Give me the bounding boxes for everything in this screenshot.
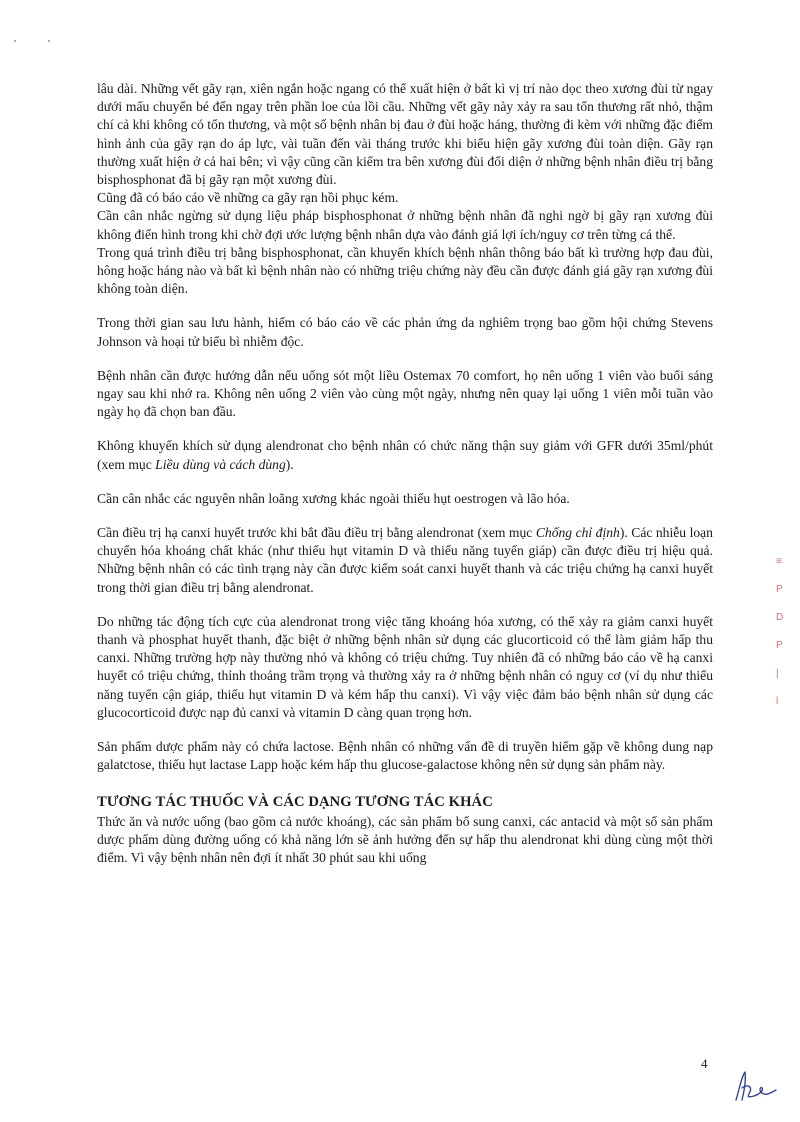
stamp-fragment: P (776, 640, 783, 651)
paragraph-skin-reactions: Trong thời gian sau lưu hành, hiếm có báo cáo về các phản ứng da nghiêm trọng bao gồm hội chứng Stevens Johnson và hoại tử biểu bì nhiễm độc. (97, 315, 713, 349)
paragraph-fracture-details: lâu dài. Những vết gãy rạn, xiên ngắn hoặc ngang có thể xuất hiện ở bất kì vị trí nào dọc theo xương đùi từ ngay dưới mấu chuyển bé đến ngay trên phần loe của lồi cầu. Những vết gãy này xảy ra sau tổn thương rất nhỏ, thậm chí cả khi không có tổn thương, và một số bệnh nhân bị đau ở đùi hoặc háng, thường đi kèm với những đặc điểm hình ảnh của gãy rạn do áp lực, vài tuần đến vài tháng trước khi biểu hiện gãy xương đùi toàn diện. Gãy rạn thường xuất hiện ở cả hai bên; vì vậy cũng cần kiểm tra bên xương đùi đối diện ở những bệnh nhân điều trị bằng bisphosphonat đã bị gãy rạn một xương đùi. (97, 81, 713, 188)
renal-text-end: ). (285, 456, 294, 472)
paragraph-missed-dose: Bệnh nhân cần được hướng dẫn nếu uống sót một liều Ostemax 70 comfort, họ nên uống 1 viên vào buổi sáng ngay sau khi nhớ ra. Không nên uống 2 viên vào cùng một ngày, nhưng nên quay lại uống 1 viên mỗi tuần vào ngày họ đã chọn ban đầu. (97, 367, 713, 420)
stamp-fragment: l (776, 696, 779, 707)
paragraph-mineralization: Do những tác động tích cực của alendronat trong việc tăng khoáng hóa xương, có thể xảy ra giảm canxi huyết thanh và phosphat huyết thanh, đặc biệt ở những bệnh nhân sử dụng các glucorticoid có thể làm giảm hấp thu canxi. Những trường hợp này thường nhỏ và không có triệu chứng. Tuy nhiên đã có những báo cáo về hạ canxi huyết có triệu chứng, thỉnh thoảng trầm trọng và thường xảy ra ở những bệnh nhân có nguy cơ (ví dụ như thiểu năng tuyến cận giáp, thiếu hụt vitamin D và kém hấp thu canxi). Vì vậy việc đảm bảo bệnh nhân sử dụng các glucocorticoid được nạp đủ canxi và vitamin D càng quan trọng hơn. (97, 613, 713, 720)
paragraph-renal (97, 437, 713, 473)
signature-mark (728, 1066, 780, 1106)
paragraph-hypocalcemia (97, 524, 713, 597)
stamp-fragment: D (776, 612, 784, 623)
hypocalcemia-reference: Chống chỉ định (535, 525, 620, 541)
stamp-fragment: P (776, 584, 783, 595)
stamp-fragment: ≡ (776, 556, 782, 567)
paragraph-poor-healing: Cũng đã có báo cáo về những ca gãy rạn hồi phục kém. (97, 190, 399, 206)
document-body (97, 80, 713, 867)
paragraph-food-interactions: Thức ăn và nước uống (bao gồm cả nước khoáng), các sản phẩm bổ sung canxi, các antacid và một số sản phẩm dược phẩm dùng đường uống có khả năng lớn sẽ ảnh hưởng đến sự hấp thu alendronat khi dùng cùng một thời điểm. Vì vậy bệnh nhân nên đợi ít nhất 30 phút sau khi uống (97, 813, 713, 865)
paragraph-discontinue: Cần cân nhắc ngừng sử dụng liệu pháp bisphosphonat ở những bệnh nhân đã nghi ngờ bị gãy rạn xương đùi không điển hình trong khi chờ đợi ước lượng bệnh nhân dựa vào đánh giá lợi ích/nguy cơ trên từng cá thể. (97, 208, 713, 242)
stamp-marks (776, 548, 783, 716)
scan-speck (14, 40, 16, 42)
paragraph-other-causes: Cần cân nhắc các nguyên nhân loãng xương khác ngoài thiếu hụt oestrogen và lão hóa. (97, 490, 570, 506)
section-heading-interactions: TƯƠNG TÁC THUỐC VÀ CÁC DẠNG TƯƠNG TÁC KHÁC (97, 793, 493, 810)
hypocalcemia-text-end: ). Các nhiễu loạn chuyển hóa khoáng chất khác (như thiếu hụt vitamin D và thiểu năng tuyến giáp) cần được điều trị hiệu quả. Những bệnh nhân có các tình trạng này cần được kiểm soát canxi huyết thanh và các triệu chứng hạ canxi huyết trong thời gian điều trị bằng alendronat. (97, 525, 713, 595)
paragraph-report-pain: Trong quá trình điều trị bằng bisphosphonat, cần khuyến khích bệnh nhân thông báo bất kì trường hợp đau đùi, hông hoặc háng nào và bất kì bệnh nhân nào có những triệu chứng này đều cần được đánh giá gãy rạn xương đùi không toàn diện. (97, 244, 713, 297)
page-number: 4 (701, 1056, 708, 1071)
scan-speck (48, 40, 50, 42)
stamp-fragment: | (776, 668, 779, 679)
renal-text: Không khuyến khích sử dụng alendronat cho bệnh nhân có chức năng thận suy giảm với GFR dưới 35ml/phút (xem mục (97, 438, 713, 472)
renal-reference: Liều dùng và cách dùng (155, 456, 286, 472)
paragraph-lactose: Sản phẩm dược phẩm này có chứa lactose. Bệnh nhân có những vấn đề di truyền hiếm gặp về không dung nạp galatctose, thiếu hụt lactase Lapp hoặc kém hấp thu glucose-galactose không nên sử dụng sản phẩm này. (97, 739, 713, 773)
hypocalcemia-text: Cần điều trị hạ canxi huyết trước khi bắt đầu điều trị bằng alendronat (xem mục (97, 525, 536, 541)
